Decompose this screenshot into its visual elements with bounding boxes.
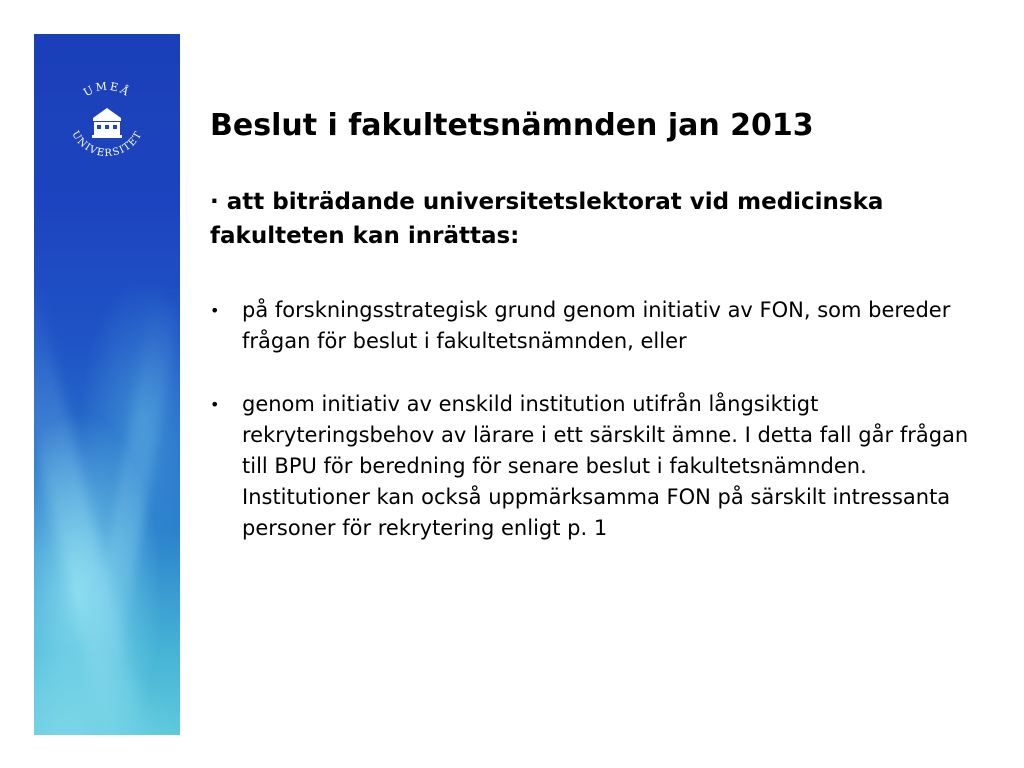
list-item [210, 295, 990, 357]
university-seal-icon [59, 74, 155, 170]
bullet-icon: • [210, 301, 220, 320]
bullet-text: på forskningsstrategisk grund genom initiativ av FON, som bereder frågan för beslut i fakultetsnämnden, eller [242, 298, 951, 353]
svg-text:UNIVERSITET: UNIVERSITET [69, 129, 145, 160]
intro-statement [210, 185, 910, 253]
intro-text: att biträdande universitetslektorat vid medicinska fakulteten kan inrättas: [210, 189, 884, 249]
bullet-icon: • [210, 395, 220, 414]
svg-text:UMEÅ: UMEÅ [81, 79, 133, 100]
bullet-text: genom initiativ av enskild institution utifrån långsiktigt rekryteringsbehov av lärare i ett särskilt ämne. I detta fall går frågan till BPU för beredning för senare beslut i fakultetsnämnden. Institutioner kan också uppmärksamma FON på särskilt intressanta personer för rekrytering enligt p. 1 [242, 392, 969, 540]
bullet-list [210, 295, 990, 576]
decorative-side-band [34, 34, 180, 735]
slide-title: Beslut i fakultetsnämnden jan 2013 [210, 108, 814, 143]
intro-marker: · [210, 189, 219, 215]
list-item [210, 389, 990, 544]
